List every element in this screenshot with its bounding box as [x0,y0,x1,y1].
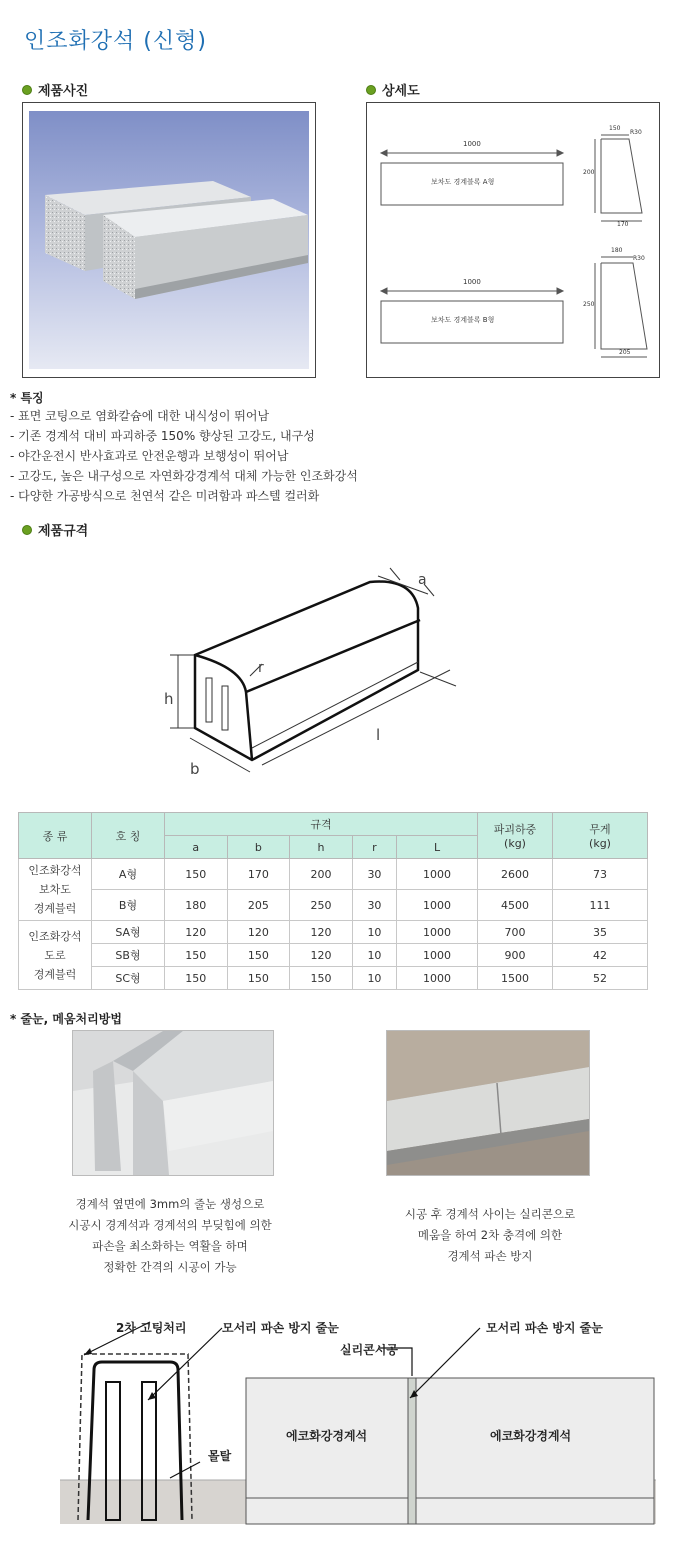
th-load [478,813,553,859]
cell-l: 1000 [397,890,478,921]
label-mortar: 몰탈 [208,1449,232,1463]
th-load-label: 파괴하중 [493,823,537,836]
drawing-b-bottom: 205 [619,349,631,356]
group1-line: 경계블럭 [33,902,77,915]
features-list [10,406,358,506]
dim-l: l [376,726,381,744]
th-weight-label: 무게 [589,823,611,836]
cell-b: 150 [227,944,290,967]
cell-h: 120 [290,944,353,967]
cell-r: 10 [352,944,396,967]
table-row [19,859,648,890]
cell-r: 10 [352,921,396,944]
group2-cell [19,921,92,990]
feature-item: - 고강도, 높은 내구성으로 자연화강경계석 대체 가능한 인조화강석 [10,469,358,483]
table-row [19,921,648,944]
cell-b: 170 [227,859,290,890]
dim-a: a [418,572,427,588]
label-groove-left: 모서리 파손 방지 줄눈 [222,1321,339,1335]
joint-photo-left [72,1030,274,1176]
cell-load: 700 [478,921,553,944]
caption-right [360,1204,620,1267]
cell-weight: 111 [553,890,648,921]
cell-l: 1000 [397,921,478,944]
group1-line: 인조화강석 [28,864,82,877]
cell-weight: 73 [553,859,648,890]
th-weight-unit: (kg) [589,837,611,850]
group2-line: 인조화강석 [28,929,82,943]
cell-b: 205 [227,890,290,921]
th-col-h: h [290,836,353,859]
drawing-b-block: 보차도 경계블록 B형 [431,316,495,324]
section-spec-label: 제품규격 [38,524,89,539]
cell-a: 120 [165,921,228,944]
curb-dimension-diagram [150,560,470,790]
th-type: 종 류 [19,813,92,859]
cell-r: 30 [352,890,396,921]
product-photo-box [22,102,316,378]
cell-name: B형 [92,890,165,921]
cell-load: 1500 [478,967,553,990]
cell-h: 150 [290,967,353,990]
label-groove-right: 모서리 파손 방지 줄눈 [486,1321,603,1335]
drawing-a-length: 1000 [463,140,481,148]
cell-load: 2600 [478,859,553,890]
caption-left [40,1194,300,1278]
spec-table [18,812,648,990]
group1-cell [19,859,92,921]
group2-line: 도로 [44,948,66,962]
th-load-unit: (kg) [504,837,526,850]
drawing-b-slope: R30 [633,255,645,262]
cell-l: 1000 [397,859,478,890]
cell-name: SA형 [92,921,165,944]
feature-item: - 야간운전시 반사효과로 안전운행과 보행성이 뛰어남 [10,449,289,463]
cell-h: 200 [290,859,353,890]
detail-drawing [367,103,659,377]
th-col-r: r [352,836,396,859]
th-spec: 규격 [165,813,478,836]
cell-h: 120 [290,921,353,944]
cell-h: 250 [290,890,353,921]
cell-b: 120 [227,921,290,944]
bullet-dot-icon [22,85,32,95]
cell-l: 1000 [397,944,478,967]
caption-line: 시공 후 경계석 사이는 실리콘으로 [404,1207,576,1221]
features-header: * 특징 [10,391,44,405]
bullet-dot-icon [366,85,376,95]
label-stone-left: 에코화강경계석 [286,1429,368,1443]
cell-weight: 42 [553,944,648,967]
drawing-b-length: 1000 [463,278,481,286]
th-col-l: L [397,836,478,859]
label-coating: 2차 고팅처리 [116,1321,187,1335]
installation-diagram [50,1310,666,1530]
cell-load: 4500 [478,890,553,921]
caption-line: 파손을 최소화하는 역활을 하며 [92,1239,248,1253]
detail-drawing-box [366,102,660,378]
feature-item: - 기존 경계석 대비 파괴하중 150% 향상된 고강도, 내구성 [10,429,315,443]
cell-load: 900 [478,944,553,967]
caption-line: 정확한 간격의 시공이 가능 [103,1260,237,1274]
drawing-a-bottom: 170 [617,221,629,228]
joint-header: * 줄눈, 메움처리방법 [10,1012,122,1026]
cell-r: 30 [352,859,396,890]
th-col-a: a [165,836,228,859]
cell-weight: 35 [553,921,648,944]
section-drawing-label: 상세도 [382,84,420,99]
th-col-b: b [227,836,290,859]
cell-name: SB형 [92,944,165,967]
caption-line: 메움을 하여 2차 충격에 의한 [417,1228,563,1242]
th-name: 호 칭 [92,813,165,859]
label-stone-right: 에코화강경계석 [490,1429,572,1443]
cell-l: 1000 [397,967,478,990]
cell-name: A형 [92,859,165,890]
label-silicone: 실리콘시공 [340,1343,398,1357]
caption-line: 시공시 경계석과 경계석의 부딪힘에 의한 [68,1218,272,1232]
group1-line: 보차도 [39,883,71,896]
feature-item: - 표면 코팅으로 염화칼슘에 대한 내식성이 뛰어남 [10,409,270,423]
cell-a: 150 [165,859,228,890]
caption-line: 경계석 옆면에 3mm의 줄눈 생성으로 [75,1197,265,1211]
drawing-a-height: 200 [583,169,595,176]
section-drawing-header [366,80,420,99]
cell-a: 150 [165,967,228,990]
table-row [19,890,648,921]
cell-weight: 52 [553,967,648,990]
section-spec-header [22,520,88,539]
cell-a: 150 [165,944,228,967]
feature-item: - 다양한 가공방식으로 천연석 같은 미려함과 파스텔 컬러화 [10,489,320,503]
joint-label: 줄눈, 메움처리방법 [20,1012,122,1026]
th-weight [553,813,648,859]
drawing-a-block: 보차도 경계블록 A형 [431,178,495,186]
bullet-dot-icon [22,525,32,535]
features-label: 특징 [20,391,44,405]
section-photo-label: 제품사진 [38,84,89,99]
table-row [19,967,648,990]
cell-a: 180 [165,890,228,921]
dim-r: r [258,660,264,676]
dim-b: b [190,760,200,778]
table-row [19,944,648,967]
group2-line: 경계블럭 [33,967,77,981]
product-photo [23,103,315,377]
dim-h: h [164,690,174,708]
joint-photo-right [386,1030,590,1176]
drawing-b-height: 250 [583,301,595,308]
drawing-b-top: 180 [611,247,623,254]
page-title: 인조화강석 (신형) [24,29,207,54]
drawing-a-top: 150 [609,125,621,132]
cell-b: 150 [227,967,290,990]
caption-line: 경계석 파손 방지 [447,1249,533,1263]
cell-name: SC형 [92,967,165,990]
section-photo-header [22,80,88,99]
drawing-a-slope: R30 [630,129,642,136]
cell-r: 10 [352,967,396,990]
